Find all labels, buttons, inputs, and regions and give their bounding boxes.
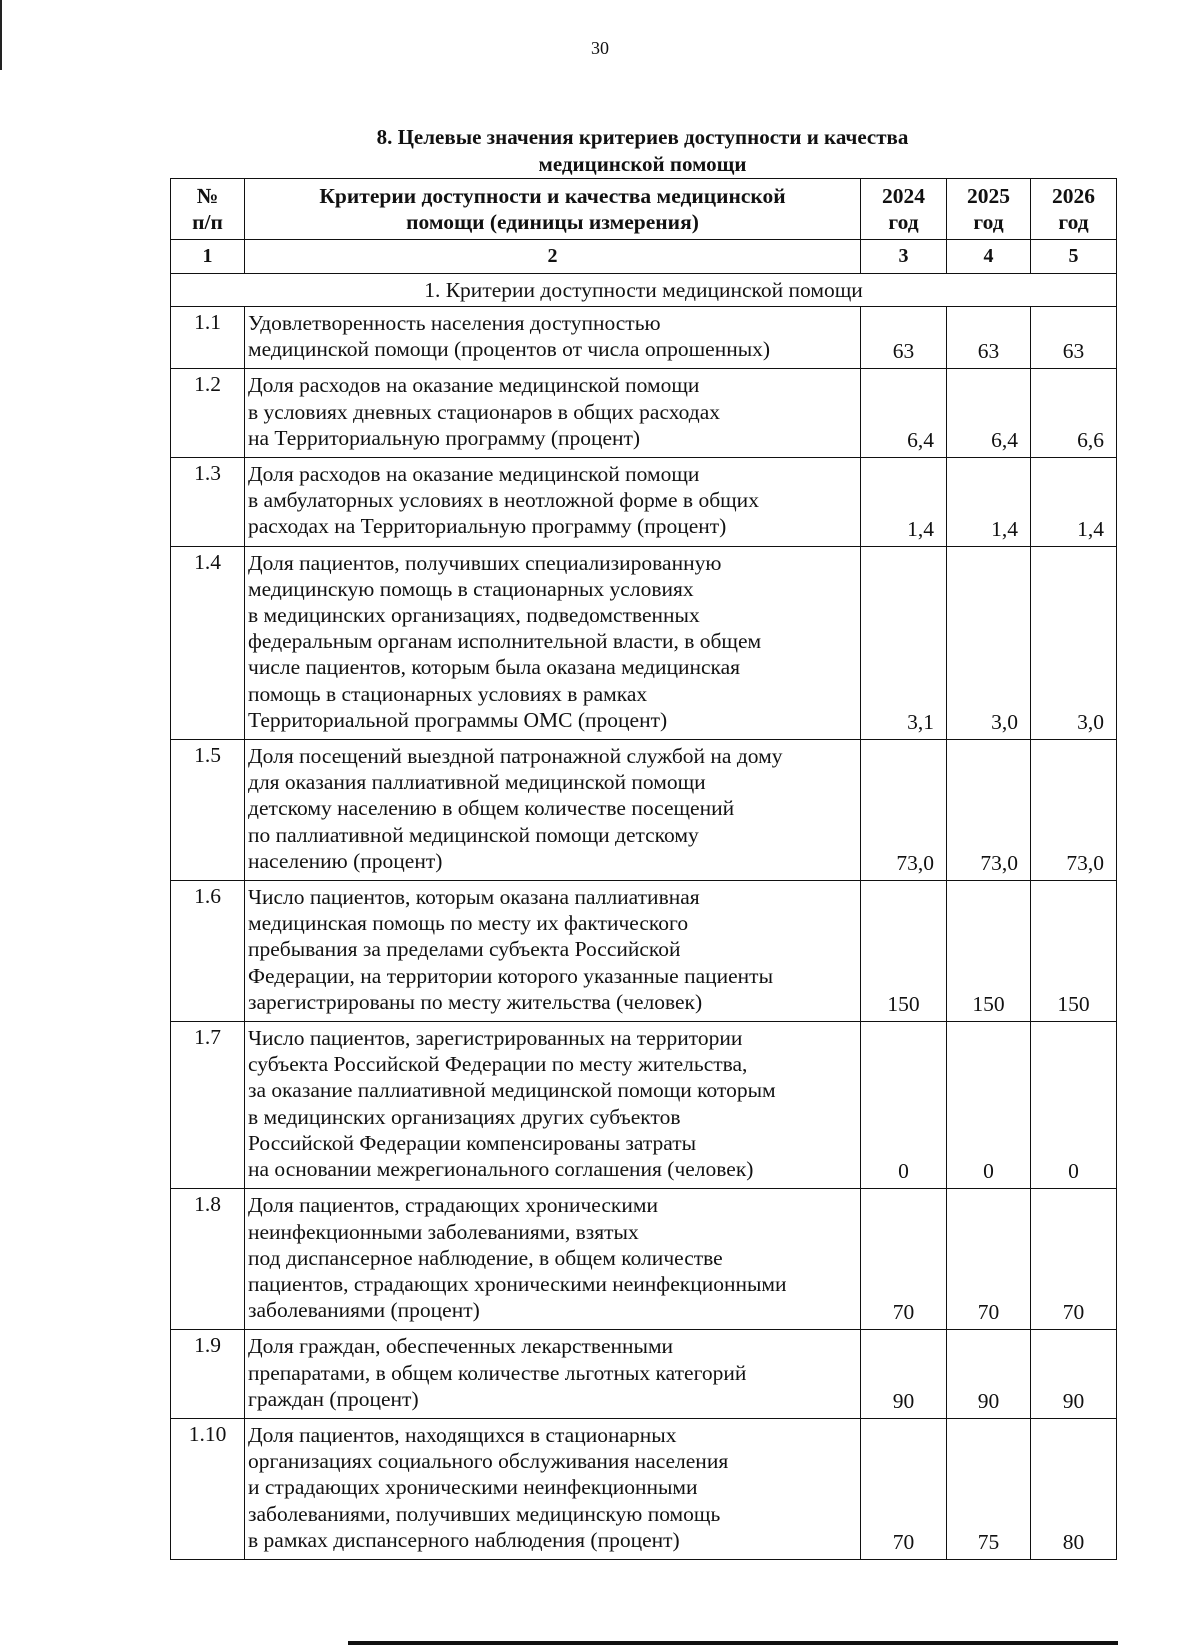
row-value-2024: 70	[861, 1418, 947, 1559]
row-value-2024: 70	[861, 1189, 947, 1330]
row-number: 1.7	[171, 1022, 245, 1189]
row-criterion-text: Удовлетворенность населения доступностью медицинской помощи (процентов от числа опрошенных)	[245, 307, 861, 369]
bottom-scan-line	[348, 1641, 1118, 1645]
header-row	[171, 179, 1117, 240]
row-criterion-text: Доля расходов на оказание медицинской помощи в условиях дневных стационаров в общих расходах на Территориальную программу (процент)	[245, 369, 861, 458]
row-criterion-text: Число пациентов, которым оказана паллиативная медицинская помощь по месту их фактического пребывания за пределами субъекта Российской Федерации, на территории которого указанные пациенты зарегистрированы по месту жительства (человек)	[245, 881, 861, 1022]
row-criterion-text: Доля пациентов, находящихся в стационарных организациях социального обслуживания населения и страдающих хроническими неинфекционными заболеваниями, получивших медицинскую помощь в рамках диспансерного наблюдения (процент)	[245, 1418, 861, 1559]
criteria-row	[171, 1418, 1117, 1559]
row-number: 1.2	[171, 369, 245, 458]
row-value-2025: 73,0	[947, 740, 1031, 881]
row-number: 1.10	[171, 1418, 245, 1559]
row-number: 1.6	[171, 881, 245, 1022]
row-value-2024: 6,4	[861, 369, 947, 458]
row-value-2026: 3,0	[1031, 546, 1117, 739]
section-title	[170, 124, 1115, 178]
row-criterion-text: Доля расходов на оказание медицинской помощи в амбулаторных условиях в неотложной форме в общих расходах на Территориальную программу (процент)	[245, 458, 861, 547]
row-value-2026: 73,0	[1031, 740, 1117, 881]
row-value-2025: 0	[947, 1022, 1031, 1189]
row-value-2026: 6,6	[1031, 369, 1117, 458]
criteria-row	[171, 369, 1117, 458]
section-title-line-1: 8. Целевые значения критериев доступности и качества	[376, 125, 909, 149]
row-value-2025: 1,4	[947, 458, 1031, 547]
criteria-table	[170, 178, 1117, 1560]
column-number: 3	[861, 240, 947, 274]
column-number: 1	[171, 240, 245, 274]
row-number: 1.8	[171, 1189, 245, 1330]
row-criterion-text: Число пациентов, зарегистрированных на территории субъекта Российской Федерации по месту жительства, за оказание паллиативной медицинской помощи которым в медицинских организациях других субъектов Российской Федерации компенсированы затраты на основании межрегионального соглашения (человек)	[245, 1022, 861, 1189]
row-value-2026: 80	[1031, 1418, 1117, 1559]
criteria-row	[171, 1022, 1117, 1189]
criteria-row	[171, 1189, 1117, 1330]
row-value-2025: 70	[947, 1189, 1031, 1330]
row-criterion-text: Доля пациентов, получивших специализированную медицинскую помощь в стационарных условиях в медицинских организациях, подведомственных федеральным органам исполнительной власти, в общем числе пациентов, которым была оказана медицинская помощь в стационарных условиях в рамках Территориальной программы ОМС (процент)	[245, 546, 861, 739]
criteria-row	[171, 307, 1117, 369]
row-value-2026: 70	[1031, 1189, 1117, 1330]
section-title-line-2: медицинской помощи	[538, 152, 747, 176]
row-number: 1.5	[171, 740, 245, 881]
row-value-2024: 63	[861, 307, 947, 369]
row-criterion-text: Доля посещений выездной патронажной службой на дому для оказания паллиативной медицинской помощи детскому населению в общем количестве посещений по паллиативной медицинской помощи детскому населению (процент)	[245, 740, 861, 881]
row-value-2025: 150	[947, 881, 1031, 1022]
header-num: № п/п	[171, 179, 245, 240]
column-number: 2	[245, 240, 861, 274]
row-value-2026: 90	[1031, 1330, 1117, 1419]
row-criterion-text: Доля граждан, обеспеченных лекарственными препаратами, в общем количестве льготных категорий граждан (процент)	[245, 1330, 861, 1419]
row-value-2025: 90	[947, 1330, 1031, 1419]
scan-edge-line	[0, 0, 2, 70]
header-2026: 2026 год	[1031, 179, 1117, 240]
header-criteria: Критерии доступности и качества медицинской помощи (единицы измерения)	[245, 179, 861, 240]
row-number: 1.4	[171, 546, 245, 739]
header-2025: 2025 год	[947, 179, 1031, 240]
criteria-row	[171, 740, 1117, 881]
row-value-2024: 150	[861, 881, 947, 1022]
section-row-title: 1. Критерии доступности медицинской помощи	[171, 274, 1117, 307]
criteria-table-body	[171, 179, 1117, 1560]
row-value-2026: 0	[1031, 1022, 1117, 1189]
row-value-2026: 63	[1031, 307, 1117, 369]
header-2024: 2024 год	[861, 179, 947, 240]
row-value-2024: 73,0	[861, 740, 947, 881]
section-row	[171, 274, 1117, 307]
row-value-2024: 90	[861, 1330, 947, 1419]
column-number: 5	[1031, 240, 1117, 274]
row-value-2024: 1,4	[861, 458, 947, 547]
row-value-2025: 6,4	[947, 369, 1031, 458]
row-number: 1.9	[171, 1330, 245, 1419]
criteria-row	[171, 458, 1117, 547]
criteria-row	[171, 546, 1117, 739]
row-value-2025: 63	[947, 307, 1031, 369]
row-value-2025: 75	[947, 1418, 1031, 1559]
row-number: 1.1	[171, 307, 245, 369]
row-criterion-text: Доля пациентов, страдающих хроническими неинфекционными заболеваниями, взятых под диспансерное наблюдение, в общем количестве пациентов, страдающих хроническими неинфекционными заболеваниями (процент)	[245, 1189, 861, 1330]
row-value-2026: 150	[1031, 881, 1117, 1022]
row-number: 1.3	[171, 458, 245, 547]
criteria-row	[171, 881, 1117, 1022]
column-number: 4	[947, 240, 1031, 274]
row-value-2024: 3,1	[861, 546, 947, 739]
row-value-2025: 3,0	[947, 546, 1031, 739]
column-number-row	[171, 240, 1117, 274]
criteria-row	[171, 1330, 1117, 1419]
row-value-2026: 1,4	[1031, 458, 1117, 547]
row-value-2024: 0	[861, 1022, 947, 1189]
page-number: 30	[591, 38, 609, 58]
